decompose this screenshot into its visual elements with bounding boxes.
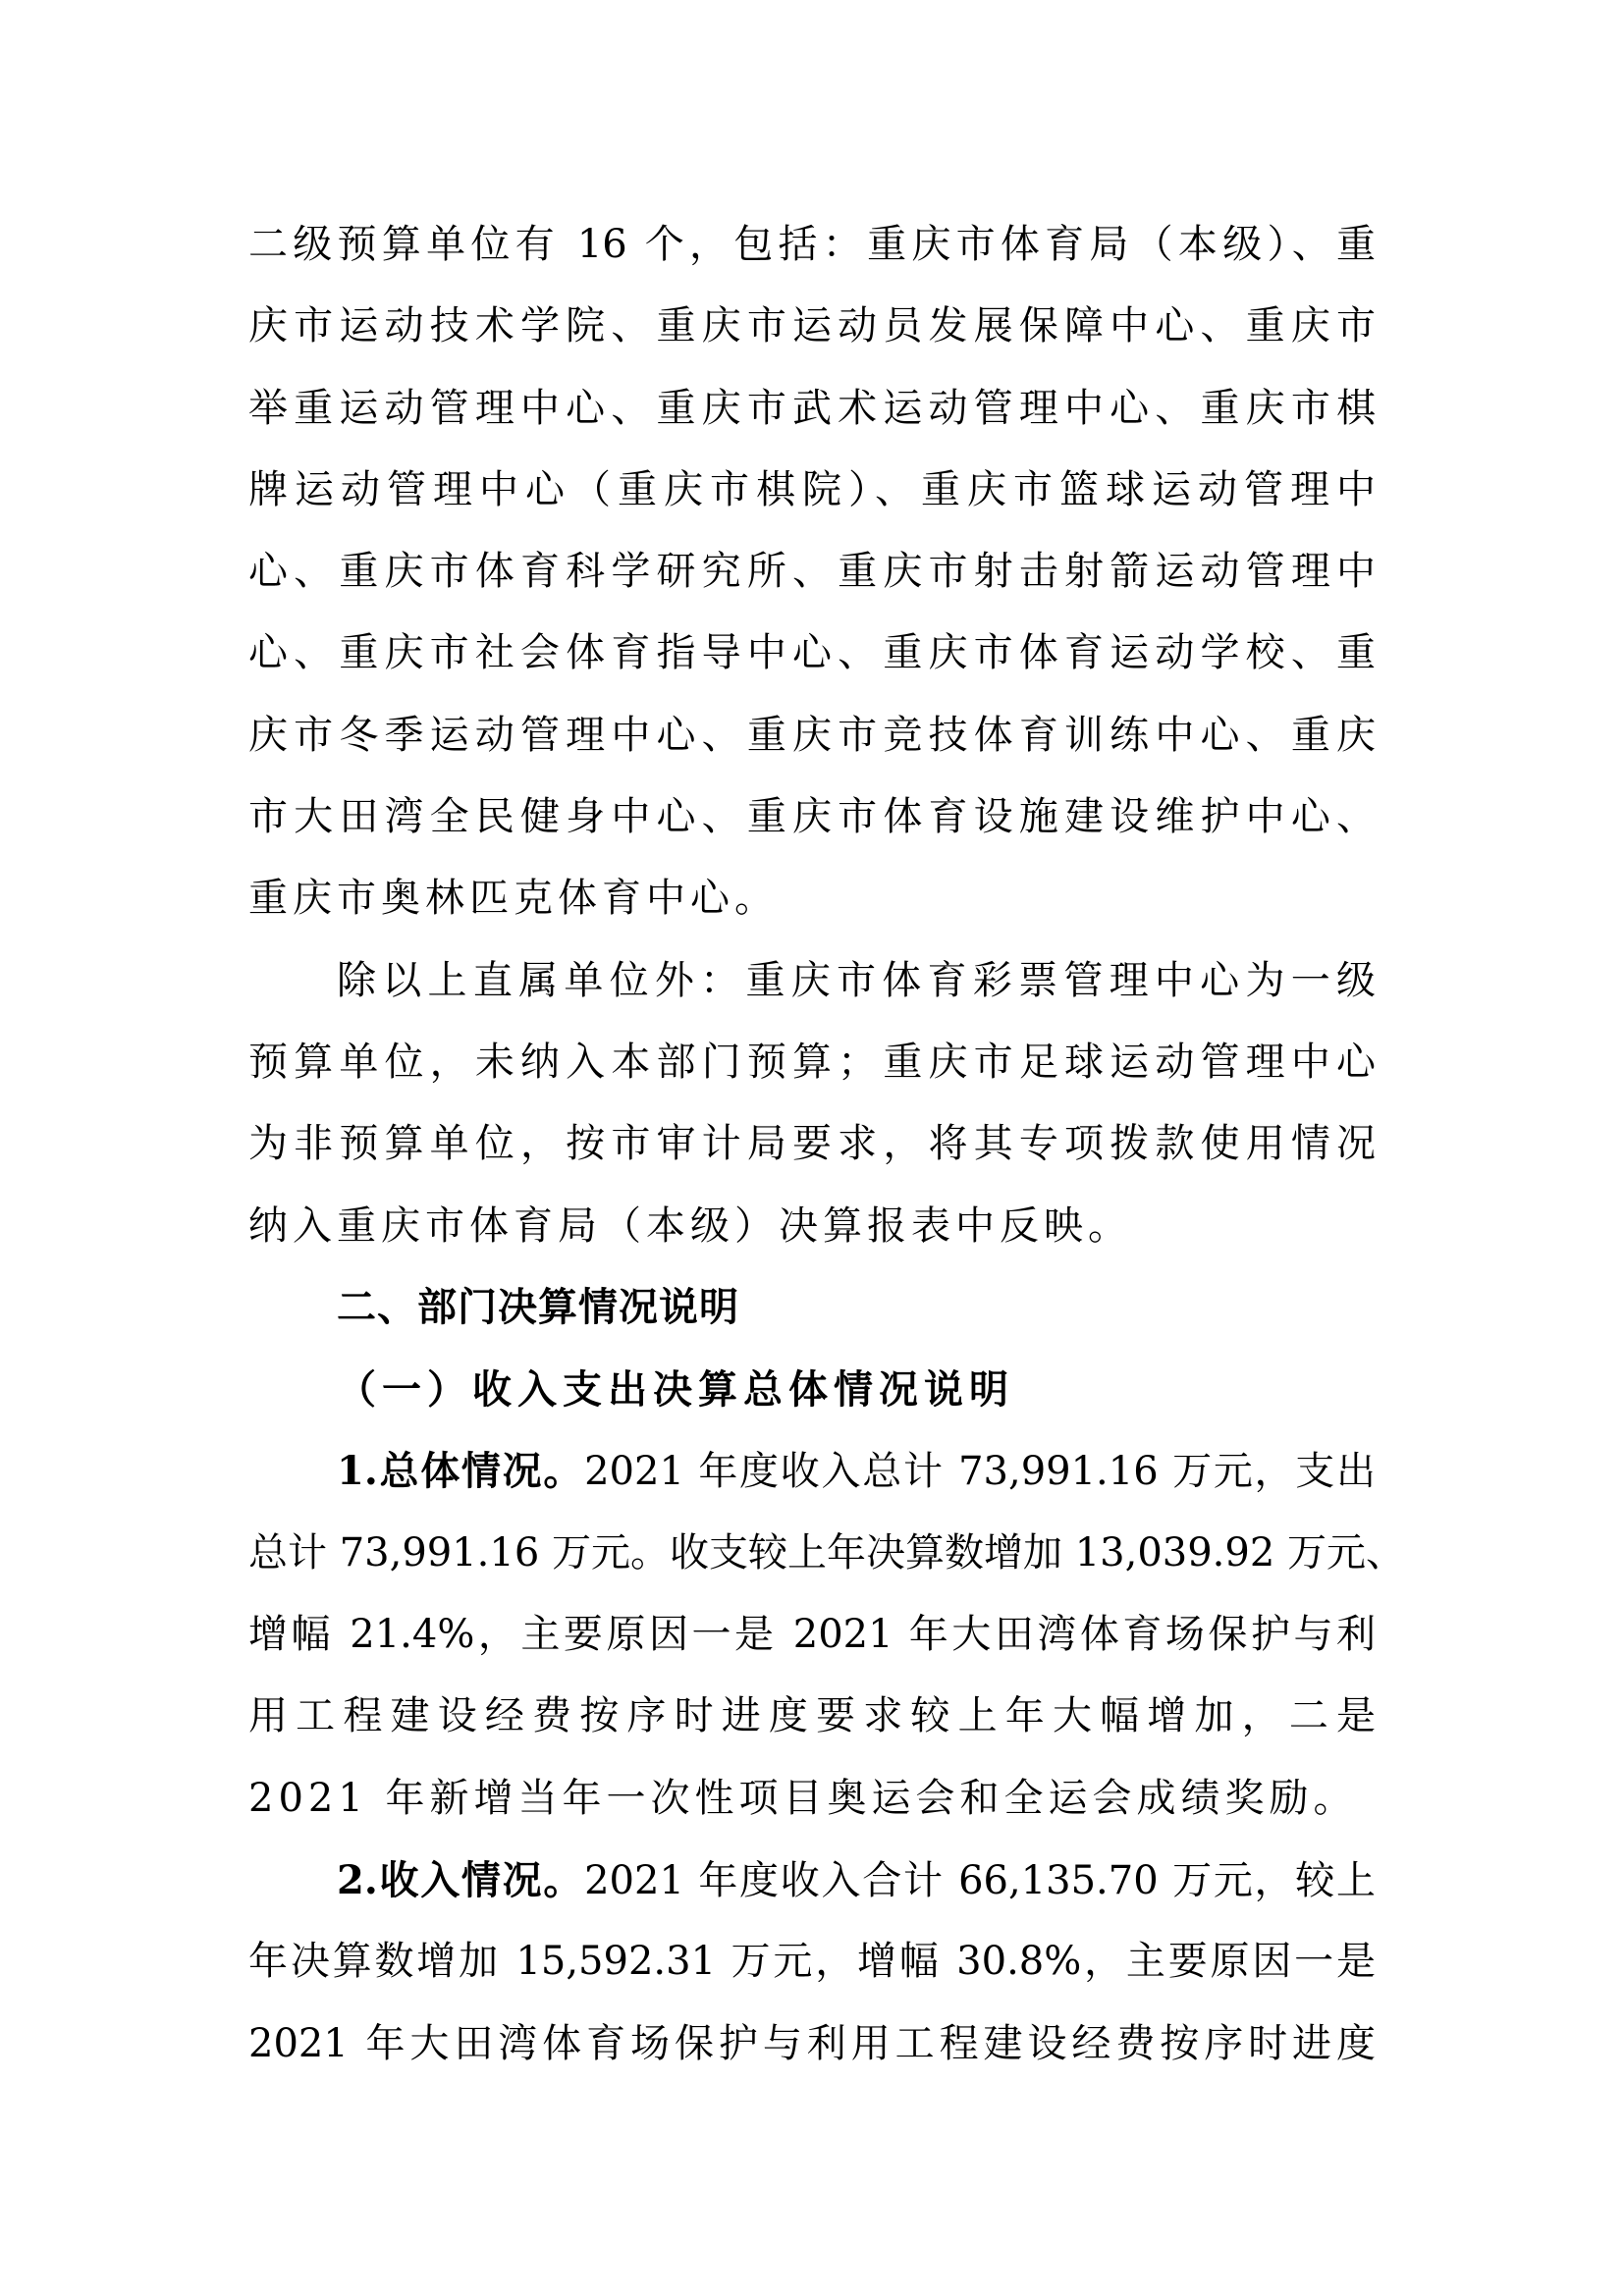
- text-line: 心、重庆市社会体育指导中心、重庆市体育运动学校、重: [248, 630, 1376, 676]
- text-line: 除以上直属单位外：重庆市体育彩票管理中心为一级: [337, 957, 1376, 1003]
- text-line: 庆市冬季运动管理中心、重庆市竞技体育训练中心、重庆: [248, 712, 1376, 758]
- text-line: 牌运动管理中心（重庆市棋院）、重庆市篮球运动管理中: [248, 466, 1376, 512]
- paragraph-exceptions: [248, 940, 1376, 1267]
- text-line: 2021 年新增当年一次性项目奥运会和全运会成绩奖励。: [248, 1775, 1358, 1821]
- text-line: [248, 1840, 1376, 1921]
- text-line: 庆市运动技术学院、重庆市运动员发展保障中心、重庆市: [248, 303, 1376, 349]
- text-line: 年决算数增加 15,592.31 万元，增幅 30.8%，主要原因一是: [248, 1939, 1376, 1985]
- text-line: 2021 年大田湾体育场保护与利用工程建设经费按序时进度: [248, 2020, 1376, 2066]
- paragraph-lead: 2.收入情况。: [337, 1856, 585, 1903]
- section-heading: 二、部门决算情况说明: [337, 1284, 739, 1330]
- text-line: 为非预算单位，按市审计局要求，将其专项拨款使用情况: [248, 1121, 1376, 1167]
- paragraph-income: [248, 1840, 1376, 2085]
- text-line: 心、重庆市体育科学研究所、重庆市射击射箭运动管理中: [248, 549, 1376, 595]
- text-line: 市大田湾全民健身中心、重庆市体育设施建设维护中心、: [248, 794, 1376, 840]
- text-line: 举重运动管理中心、重庆市武术运动管理中心、重庆市棋: [248, 385, 1376, 431]
- text-line: 预算单位，未纳入本部门预算；重庆市足球运动管理中心: [248, 1039, 1376, 1085]
- paragraph-lead: 1.总体情况。: [337, 1448, 585, 1495]
- text-span: 2021 年度收入合计 66,135.70 万元，较上: [584, 1857, 1376, 1903]
- paragraph-overall: [248, 1430, 1406, 1839]
- text-line: 总计 73,991.16 万元。收支较上年决算数增加 13,039.92 万元、: [248, 1529, 1406, 1575]
- text-line: 二级预算单位有 16 个，包括：重庆市体育局（本级）、重: [248, 222, 1376, 267]
- document-page: [248, 204, 1406, 2085]
- text-line: 重庆市奥林匹克体育中心。: [248, 876, 779, 922]
- subsection-heading: （一）收入支出决算总体情况说明: [337, 1366, 1014, 1414]
- paragraph-budget-units: [248, 204, 1376, 940]
- text-line: [248, 1430, 1376, 1512]
- text-span: 2021 年度收入总计 73,991.16 万元，支出: [584, 1449, 1376, 1495]
- text-line: 纳入重庆市体育局（本级）决算报表中反映。: [248, 1202, 1132, 1249]
- text-line: 增幅 21.4%，主要原因一是 2021 年大田湾体育场保护与利: [248, 1612, 1376, 1658]
- text-line: 用工程建设经费按序时进度要求较上年大幅增加，二是: [248, 1693, 1376, 1739]
